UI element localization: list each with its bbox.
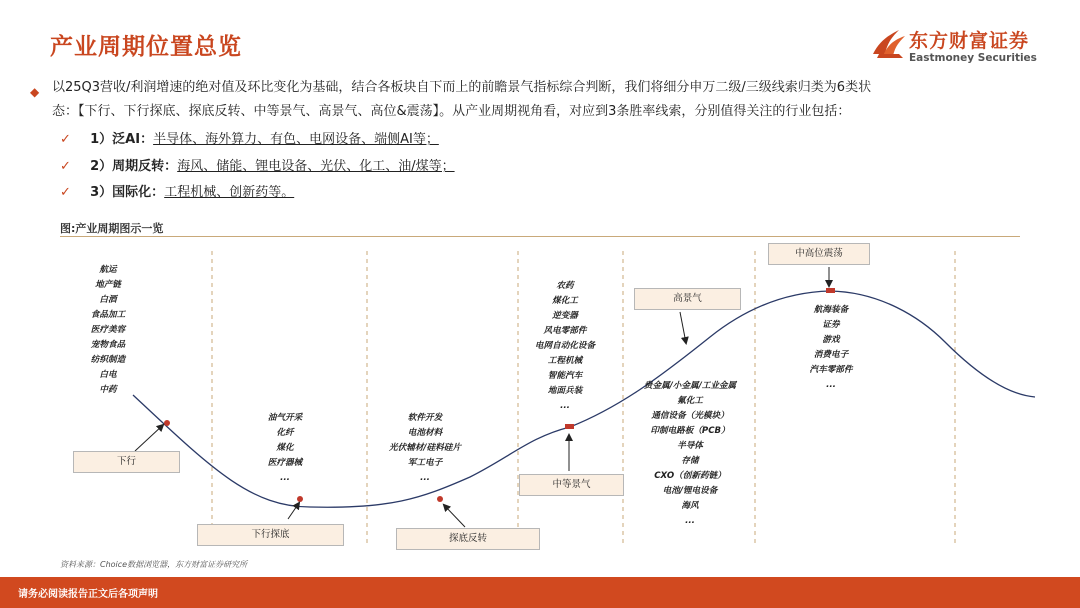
stage-label-bottom-reversal: 探底反转 bbox=[396, 528, 540, 550]
industry-cycle-diagram bbox=[60, 237, 1040, 554]
industry-item: 电网自动化设备 bbox=[534, 341, 596, 351]
industry-item: ... bbox=[560, 401, 570, 411]
stage-label-down: 下行 bbox=[73, 451, 180, 473]
industry-item: 存储 bbox=[681, 456, 699, 466]
industry-list-high bbox=[634, 379, 746, 529]
industry-list-mid bbox=[520, 279, 610, 414]
industry-item: 智能汽车 bbox=[547, 371, 583, 381]
checkmark-icon: ✓ bbox=[60, 159, 71, 174]
intro-paragraph bbox=[30, 76, 1040, 124]
industry-item: 光伏辅材/硅料硅片 bbox=[389, 443, 461, 453]
industry-item: 纺织制造 bbox=[90, 355, 126, 365]
page-title: 产业周期位置总览 bbox=[50, 34, 242, 60]
industry-item: CXO（创新药链） bbox=[654, 471, 726, 481]
theme-item bbox=[60, 155, 455, 174]
industry-list-bottom-reversal bbox=[370, 411, 480, 486]
arrow bbox=[680, 312, 686, 343]
industry-item: 化纤 bbox=[276, 428, 294, 438]
stage-marker bbox=[437, 496, 443, 502]
industry-item: 贵金属/小金属/工业金属 bbox=[643, 381, 737, 391]
industry-item: 汽车零部件 bbox=[809, 365, 853, 375]
industry-item: 食品加工 bbox=[90, 310, 126, 320]
theme-industries: 海风、储能、锂电设备、光伏、化工、油/煤等； bbox=[177, 159, 455, 174]
theme-prefix: 1）泛AI： bbox=[90, 132, 154, 147]
intro-line-2: 态：【下行、下行探底、探底反转、中等景气、高景气、高位&震荡】。从产业周期视角看，对应到3条胜率线索，分别值得关注的行业包括： bbox=[52, 104, 851, 119]
industry-item: 印制电路板（PCB） bbox=[650, 426, 730, 436]
industry-item: ... bbox=[826, 380, 836, 390]
stage-label-high: 高景气 bbox=[634, 288, 741, 310]
industry-item: 消费电子 bbox=[813, 350, 849, 360]
flame-logo-icon bbox=[869, 24, 909, 60]
industry-item: 软件开发 bbox=[407, 413, 443, 423]
industry-item: 逆变器 bbox=[552, 311, 578, 321]
theme-item bbox=[60, 181, 294, 200]
logo-text-cn: 东方财富证券 bbox=[909, 30, 1030, 52]
industry-item: 油气开采 bbox=[267, 413, 303, 423]
intro-line-1: 以25Q3营收/利润增速的绝对值及环比变化为基础，结合各板块自下而上的前瞻景气指标综合判断，我们将细分申万二级/三级线索归类为6类状 bbox=[52, 80, 872, 95]
industry-list-peak bbox=[786, 303, 876, 393]
arrow bbox=[444, 505, 465, 527]
industry-item: 白酒 bbox=[99, 295, 117, 305]
industry-item: 风电零部件 bbox=[543, 326, 587, 336]
industry-list-down bbox=[73, 263, 143, 398]
industry-item: 通信设备（光模块） bbox=[651, 411, 729, 421]
industry-item: 煤化工 bbox=[552, 296, 578, 306]
industry-item: 中药 bbox=[99, 385, 117, 395]
industry-item: 地面兵装 bbox=[547, 386, 583, 396]
industry-item: ... bbox=[420, 473, 430, 483]
industry-item: 航运 bbox=[99, 265, 117, 275]
stage-label-down-bottom: 下行探底 bbox=[197, 524, 344, 546]
industry-item: 煤化 bbox=[276, 443, 294, 453]
industry-list-down-bottom bbox=[240, 411, 330, 486]
industry-item: 半导体 bbox=[677, 441, 703, 451]
checkmark-icon: ✓ bbox=[60, 185, 71, 200]
stage-marker bbox=[297, 496, 303, 502]
industry-item: 游戏 bbox=[822, 335, 840, 345]
theme-prefix: 3）国际化： bbox=[90, 185, 165, 200]
stage-marker bbox=[826, 288, 835, 293]
checkmark-icon: ✓ bbox=[60, 132, 71, 147]
stage-label-peak: 中高位震荡 bbox=[768, 243, 870, 265]
industry-item: 电池/锂电设备 bbox=[662, 486, 718, 496]
source-note: 资料来源：Choice数据浏览器，东方财富证券研究所 bbox=[60, 560, 248, 569]
industry-item: 证券 bbox=[822, 320, 840, 330]
logo-text-en: Eastmoney Securities bbox=[909, 52, 1037, 64]
industry-item: ... bbox=[280, 473, 290, 483]
stage-label-mid: 中等景气 bbox=[519, 474, 624, 496]
industry-item: 氟化工 bbox=[677, 396, 703, 406]
theme-item bbox=[60, 128, 439, 147]
footer-bar bbox=[0, 577, 1080, 608]
industry-item: 白电 bbox=[99, 370, 117, 380]
theme-industries: 工程机械、创新药等。 bbox=[164, 185, 295, 200]
industry-item: 电池材料 bbox=[407, 428, 443, 438]
brand-logo bbox=[869, 22, 1037, 66]
industry-item: 医疗器械 bbox=[267, 458, 303, 468]
footer-disclaimer: 请务必阅读报告正文后各项声明 bbox=[18, 589, 158, 600]
stage-marker bbox=[164, 420, 170, 426]
industry-item: ... bbox=[685, 516, 695, 526]
industry-item: 航海装备 bbox=[813, 305, 849, 315]
industry-item: 地产链 bbox=[95, 280, 121, 290]
diamond-bullet-icon: ◆ bbox=[30, 85, 40, 99]
industry-item: 海风 bbox=[681, 501, 699, 511]
theme-prefix: 2）周期反转： bbox=[90, 159, 178, 174]
figure-label: 图:产业周期图示一览 bbox=[60, 222, 164, 235]
stage-marker bbox=[565, 424, 574, 429]
industry-item: 工程机械 bbox=[547, 356, 583, 366]
industry-item: 宠物食品 bbox=[90, 340, 126, 350]
arrow bbox=[135, 425, 163, 451]
theme-industries: 半导体、海外算力、有色、电网设备、端侧AI等； bbox=[153, 132, 439, 147]
industry-item: 农药 bbox=[556, 281, 574, 291]
industry-item: 军工电子 bbox=[407, 458, 443, 468]
industry-item: 医疗美容 bbox=[90, 325, 126, 335]
